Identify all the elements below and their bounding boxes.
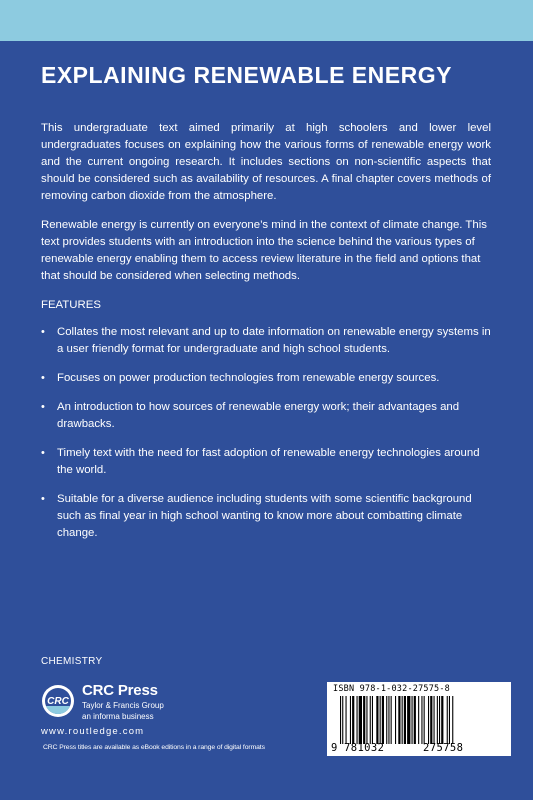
barcode-bar	[382, 696, 384, 744]
barcode-bar	[363, 696, 365, 744]
isbn-barcode	[327, 682, 511, 756]
barcode-digit-group-2: 275758	[423, 742, 464, 754]
barcode-digit-group-1: 781032	[344, 742, 385, 754]
feature-item	[41, 399, 491, 433]
barcode-bar	[414, 696, 416, 744]
feature-text: Collates the most relevant and up to date information on renewable energy systems in a user friendly format for undergraduate and high school students.	[57, 326, 491, 355]
barcode-bar	[421, 696, 422, 744]
feature-item	[41, 445, 491, 479]
barcode-bar	[441, 696, 443, 744]
ebook-note: CRC Press titles are available as eBook editions in a range of digital formats	[43, 744, 265, 751]
barcode-bar	[391, 696, 392, 744]
barcode-bar	[402, 696, 403, 744]
description-paragraph-1: This undergraduate text aimed primarily at high schoolers and lower level undergraduates focuses on explaining how the various forms of renewable energy work and the current ongoing research. It includes sections on non-scientific aspects that should be considered such as availability of resources. A final chapter covers methods of removing carbon dioxide from the atmosphere.	[41, 122, 491, 202]
barcode-bar	[437, 696, 438, 744]
barcode-bar	[359, 696, 362, 744]
barcode-bar	[428, 696, 429, 744]
feature-text: Suitable for a diverse audience including students with some scientific background such as final year in high school wanting to know more about combatting climate change.	[57, 493, 472, 539]
barcode-bar	[340, 696, 341, 744]
barcode-bar	[342, 696, 343, 744]
barcode-bar	[352, 696, 354, 744]
feature-text: Focuses on power production technologies from renewable energy sources.	[57, 372, 440, 384]
crc-logo-text: CRC	[47, 696, 69, 707]
barcode-bar	[372, 696, 373, 744]
barcode-bar	[350, 696, 351, 744]
publisher-tagline: an informa business	[82, 712, 154, 721]
barcode-bar	[424, 696, 425, 744]
description-paragraph-2: Renewable energy is currently on everyone’s mind in the context of climate change. This text provides students with an introduction into the science behind the various types of renewable energy enabling them to access review literature in the field and options that that should be considered when selecting methods.	[41, 219, 487, 282]
barcode-bar	[439, 696, 440, 744]
barcode-bar	[366, 696, 367, 744]
barcode-digit-first: 9	[331, 742, 338, 754]
barcode-bar	[418, 696, 419, 744]
barcode-bar	[404, 696, 406, 744]
barcode-bar	[434, 696, 435, 744]
feature-item	[41, 324, 491, 358]
feature-text: An introduction to how sources of renewable energy work; their advantages and drawbacks.	[57, 401, 460, 430]
barcode-bar	[388, 696, 389, 744]
feature-item	[41, 370, 491, 387]
barcode-bar	[357, 696, 358, 744]
crc-logo-icon	[41, 684, 75, 718]
feature-text: Timely text with the need for fast adoption of renewable energy technologies around the world.	[57, 447, 480, 476]
barcode-bar	[370, 696, 371, 744]
barcode-bar	[412, 696, 413, 744]
bullet-icon: •	[41, 372, 45, 384]
top-color-band	[0, 0, 533, 41]
barcode-bar	[395, 696, 396, 744]
book-title: EXPLAINING RENEWABLE ENERGY	[41, 62, 452, 88]
barcode-bar	[376, 696, 378, 744]
barcode-bar	[449, 696, 450, 744]
feature-item	[41, 491, 491, 542]
barcode-bar	[452, 696, 453, 744]
barcode-bar	[398, 696, 400, 744]
bullet-icon: •	[41, 447, 45, 459]
barcode-bar	[346, 696, 347, 744]
features-heading: FEATURES	[41, 299, 101, 311]
publisher-group: Taylor & Francis Group	[82, 701, 164, 710]
barcode-bar	[430, 696, 432, 744]
barcode-bar	[386, 696, 387, 744]
back-cover-content	[41, 60, 491, 554]
barcode-bar	[380, 696, 381, 744]
bullet-icon: •	[41, 493, 45, 505]
isbn-label: ISBN 978-1-032-27575-8	[333, 684, 450, 694]
bullet-icon: •	[41, 401, 45, 413]
barcode-bar	[447, 696, 448, 744]
subject-category: CHEMISTRY	[41, 656, 103, 667]
barcode-bar	[407, 696, 410, 744]
features-list	[41, 324, 491, 542]
bullet-icon: •	[41, 326, 45, 338]
barcode-bars	[340, 696, 500, 744]
publisher-url: www.routledge.com	[41, 726, 145, 737]
publisher-name: CRC Press	[82, 682, 158, 699]
